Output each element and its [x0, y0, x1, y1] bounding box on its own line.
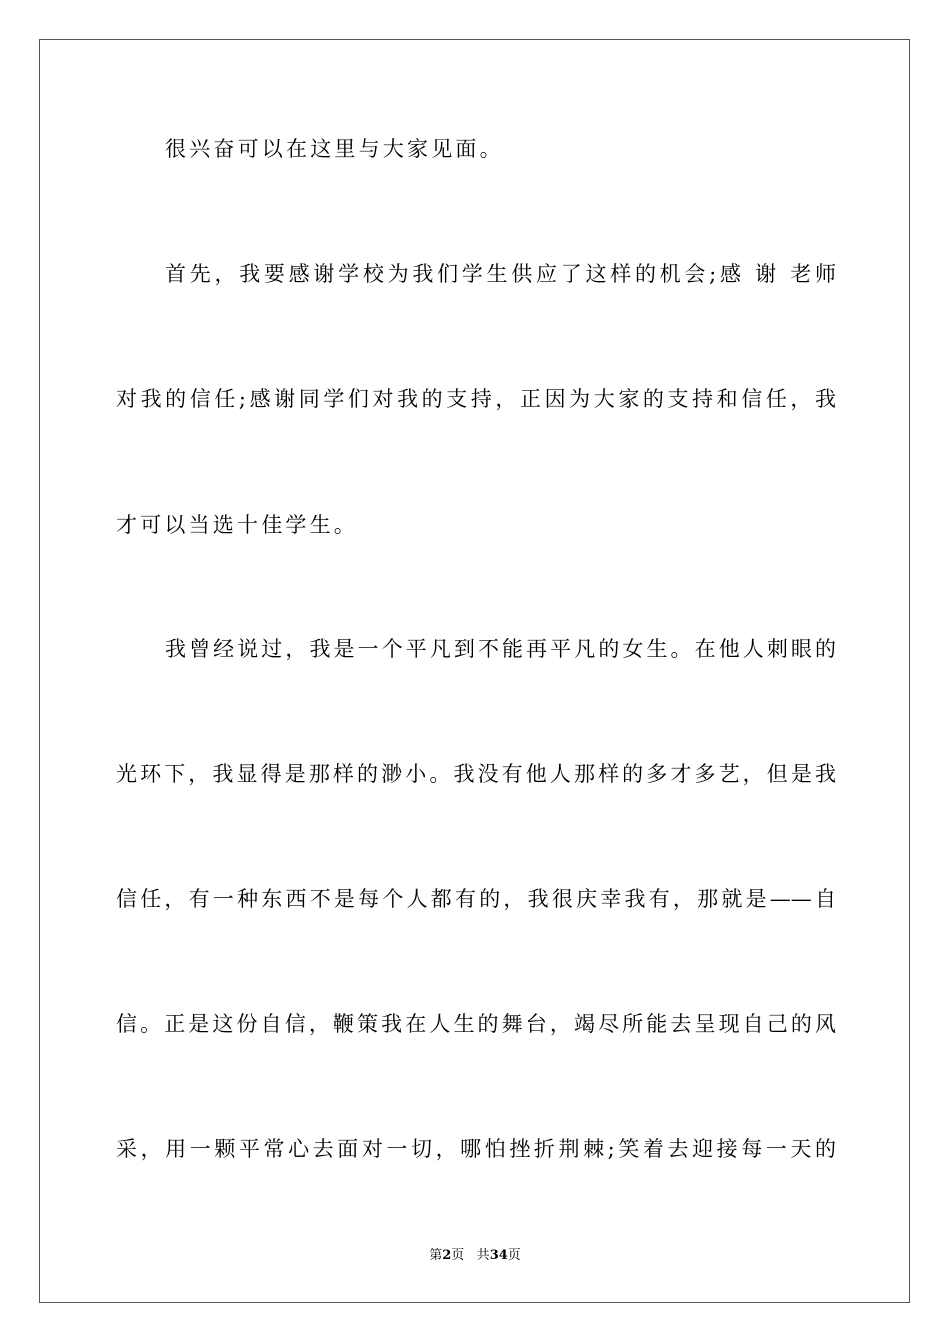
- page-number: 2: [442, 1248, 452, 1263]
- page-border: [39, 39, 910, 1303]
- page-suffix: 页: [451, 1248, 465, 1263]
- paragraph-line: 对我的信任;感谢同学们对我的支持，正因为大家的支持和信任，我: [116, 387, 836, 411]
- paragraph-line: 采，用一颗平常心去面对一切，哪怕挫折荆棘;笑着去迎接每一天的: [116, 1137, 836, 1161]
- paragraph-line: 光环下，我显得是那样的渺小。我没有他人那样的多才多艺，但是我: [116, 762, 836, 786]
- paragraph-line: 信任，有一种东西不是每个人都有的，我很庆幸我有，那就是——自: [116, 887, 836, 911]
- paragraph-line: 信。正是这份自信，鞭策我在人生的舞台，竭尽所能去呈现自己的风: [116, 1012, 836, 1036]
- paragraph-line: 首先，我要感谢学校为我们学生供应了这样的机会;感 谢 老师: [165, 262, 836, 286]
- total-suffix: 页: [507, 1248, 521, 1263]
- page-prefix: 第: [429, 1248, 443, 1263]
- page-footer: [0, 1246, 950, 1266]
- total-pages: 34: [489, 1248, 508, 1263]
- paragraph-line: 很兴奋可以在这里与大家见面。: [165, 137, 504, 161]
- paragraph-line: 我曾经说过，我是一个平凡到不能再平凡的女生。在他人刺眼的: [165, 637, 836, 661]
- total-prefix: 共: [476, 1248, 490, 1263]
- paragraph-line: 才可以当选十佳学生。: [116, 513, 358, 537]
